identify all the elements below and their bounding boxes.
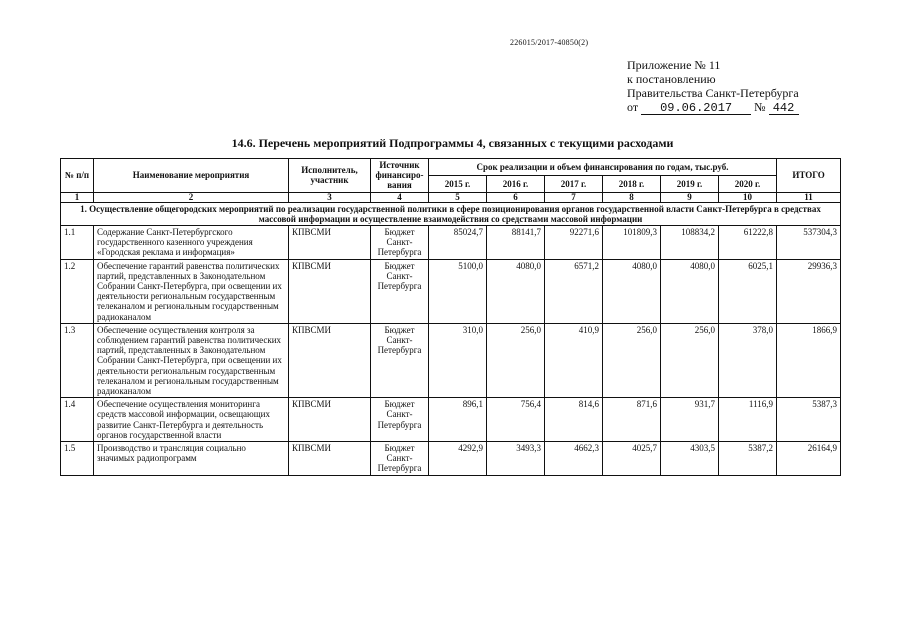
row-num: 1.1	[61, 226, 94, 260]
row-source: Бюджет Санкт-Петербурга	[371, 323, 429, 397]
column-index: 1	[61, 192, 94, 202]
column-index: 8	[603, 192, 661, 202]
row-total: 537304,3	[777, 226, 841, 260]
number-prefix: №	[754, 100, 766, 114]
row-name: Обеспечение гарантий равенства политических партий, представленных в Законодательном Собрании Санкт-Петербурга, при освещении их деятельности региональным государственным телеканалом и региональным государственным радиоканалом	[94, 259, 289, 323]
document-number: 226015/2017-40850(2)	[510, 38, 589, 47]
resolution-number: 442	[769, 102, 799, 115]
row-executor: КПВСМИ	[289, 442, 371, 476]
row-value: 5387,2	[719, 442, 777, 476]
column-index-row	[61, 192, 841, 202]
table-row	[61, 442, 841, 476]
header-total: ИТОГО	[777, 159, 841, 193]
row-source: Бюджет Санкт-Петербурга	[371, 259, 429, 323]
section-row	[61, 202, 841, 225]
header-year: 2020 г.	[719, 175, 777, 192]
appendix-line-2: к постановлению	[627, 72, 716, 86]
row-source: Бюджет Санкт-Петербурга	[371, 442, 429, 476]
column-index: 5	[429, 192, 487, 202]
column-index: 9	[661, 192, 719, 202]
row-value: 92271,6	[545, 226, 603, 260]
column-index: 2	[94, 192, 289, 202]
table-row	[61, 259, 841, 323]
row-total: 29936,3	[777, 259, 841, 323]
row-value: 256,0	[661, 323, 719, 397]
row-value: 85024,7	[429, 226, 487, 260]
table-row	[61, 226, 841, 260]
header-source: Источник финансиро-вания	[371, 159, 429, 193]
column-index: 6	[487, 192, 545, 202]
row-value: 256,0	[487, 323, 545, 397]
column-index: 3	[289, 192, 371, 202]
row-value: 310,0	[429, 323, 487, 397]
row-executor: КПВСМИ	[289, 259, 371, 323]
header-year: 2015 г.	[429, 175, 487, 192]
date-prefix: от	[627, 100, 639, 114]
resolution-date: 09.06.2017	[641, 102, 751, 115]
row-value: 6025,1	[719, 259, 777, 323]
appendix-line-3: Правительства Санкт-Петербурга	[627, 86, 799, 100]
header-year: 2016 г.	[487, 175, 545, 192]
header-executor: Исполнитель, участник	[289, 159, 371, 193]
row-num: 1.4	[61, 398, 94, 442]
row-executor: КПВСМИ	[289, 398, 371, 442]
row-value: 931,7	[661, 398, 719, 442]
row-name: Производство и трансляция социально значимых радиопрограмм	[94, 442, 289, 476]
row-value: 814,6	[545, 398, 603, 442]
row-value: 871,6	[603, 398, 661, 442]
row-value: 108834,2	[661, 226, 719, 260]
row-value: 4662,3	[545, 442, 603, 476]
row-value: 896,1	[429, 398, 487, 442]
row-value: 88141,7	[487, 226, 545, 260]
row-value: 6571,2	[545, 259, 603, 323]
row-value: 378,0	[719, 323, 777, 397]
page-title: 14.6. Перечень мероприятий Подпрограммы 4, связанных с текущими расходами	[231, 136, 674, 150]
header-year: 2018 г.	[603, 175, 661, 192]
row-source: Бюджет Санкт-Петербурга	[371, 226, 429, 260]
row-value: 1116,9	[719, 398, 777, 442]
row-total: 1866,9	[777, 323, 841, 397]
appendix-line-1: Приложение № 11	[627, 58, 721, 72]
row-total: 26164,9	[777, 442, 841, 476]
header-num: № п/п	[61, 159, 94, 193]
row-name: Обеспечение осуществления контроля за соблюдением гарантий равенства политических партий, представленных в Законодательном Собрании Санкт-Петербурга, при освещении их деятельности региональным государственным телеканалом и региональным государственным радиоканалом	[94, 323, 289, 397]
row-value: 4292,9	[429, 442, 487, 476]
column-index: 7	[545, 192, 603, 202]
row-executor: КПВСМИ	[289, 323, 371, 397]
row-value: 3493,3	[487, 442, 545, 476]
row-source: Бюджет Санкт-Петербурга	[371, 398, 429, 442]
row-executor: КПВСМИ	[289, 226, 371, 260]
activities-table	[60, 158, 841, 476]
row-value: 4080,0	[661, 259, 719, 323]
table-row	[61, 398, 841, 442]
column-index: 11	[777, 192, 841, 202]
row-value: 4303,5	[661, 442, 719, 476]
table-body	[61, 226, 841, 476]
row-name: Содержание Санкт-Петербургского государственного казенного учреждения «Городская реклама и информация»	[94, 226, 289, 260]
header-period: Срок реализации и объем финансирования по годам, тыс.руб.	[429, 159, 777, 176]
appendix-date-line	[627, 100, 799, 115]
row-value: 4080,0	[487, 259, 545, 323]
row-value: 61222,8	[719, 226, 777, 260]
header-year: 2019 г.	[661, 175, 719, 192]
row-num: 1.2	[61, 259, 94, 323]
table-row	[61, 323, 841, 397]
row-value: 4025,7	[603, 442, 661, 476]
row-total: 5387,3	[777, 398, 841, 442]
row-value: 101809,3	[603, 226, 661, 260]
row-num: 1.3	[61, 323, 94, 397]
column-index: 10	[719, 192, 777, 202]
header-row-1	[61, 159, 841, 176]
row-name: Обеспечение осуществления мониторинга средств массовой информации, освещающих развитие Санкт-Петербурга и деятельность органов государственной власти	[94, 398, 289, 442]
row-value: 756,4	[487, 398, 545, 442]
column-index: 4	[371, 192, 429, 202]
row-value: 256,0	[603, 323, 661, 397]
appendix-block	[627, 58, 799, 115]
row-value: 4080,0	[603, 259, 661, 323]
section-title: 1. Осуществление общегородских мероприятий по реализации государственной политики в сфере позиционирования органов государственной власти Санкт-Петербурга в средствах массовой информации и осуществление взаимодействия со средствами массовой информации	[61, 202, 841, 225]
header-year: 2017 г.	[545, 175, 603, 192]
row-value: 5100,0	[429, 259, 487, 323]
header-name: Наименование мероприятия	[94, 159, 289, 193]
row-num: 1.5	[61, 442, 94, 476]
row-value: 410,9	[545, 323, 603, 397]
